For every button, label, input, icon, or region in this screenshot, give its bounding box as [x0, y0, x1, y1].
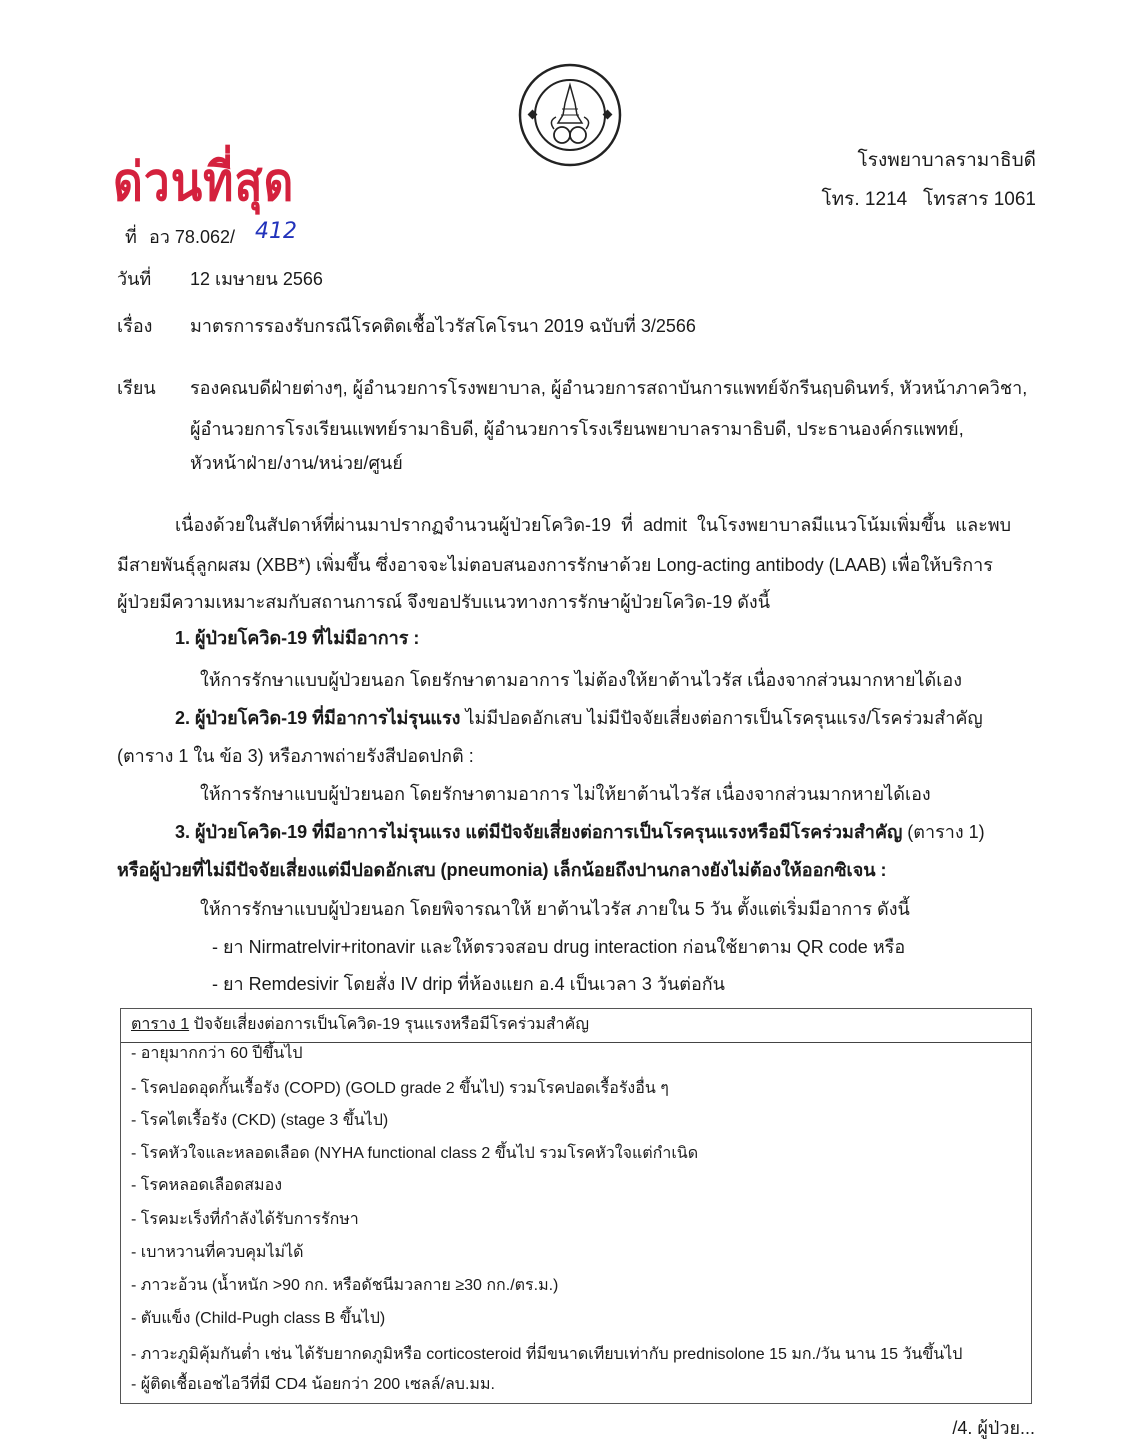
ref-handwritten-number: 412: [255, 219, 297, 244]
table-row: - ภาวะภูมิคุ้มกันต่ำ เช่น ได้รับยากดภูมิหรือ corticosteroid ที่มีขนาดเทียบเท่ากับ prednisolone 15 มก./วัน นาน 15 วันขึ้นไป: [131, 1346, 963, 1363]
table-row: - ตับแข็ง (Child-Pugh class B ขึ้นไป): [131, 1310, 386, 1327]
table-row: - เบาหวานที่ควบคุมไม่ได้: [131, 1244, 304, 1261]
subject-value: มาตรการรองรับกรณีโรคติดเชื้อไวรัสโคโรนา 2019 ฉบับที่ 3/2566: [190, 316, 696, 336]
item-3-text: ให้การรักษาแบบผู้ป่วยนอก โดยพิจารณาให้ ยาต้านไวรัส ภายใน 5 วัน ตั้งแต่เริ่มมีอาการ ดังนี้: [200, 899, 910, 919]
table-title-label: ตาราง 1: [131, 1016, 190, 1033]
to-label: เรียน: [117, 378, 156, 398]
item-3-bullet-1: - ยา Nirmatrelvir+ritonavir และให้ตรวจสอบ drug interaction ก่อนใช้ยาตาม QR code หรือ: [212, 937, 906, 957]
item-2-heading-rest: ไม่มีปอดอักเสบ ไม่มีปัจจัยเสี่ยงต่อการเป็นโรครุนแรง/โรคร่วมสำคัญ: [460, 708, 983, 728]
hospital-contact: โทร. 1214 โทรสาร 1061: [821, 189, 1036, 210]
item-2-heading: [175, 706, 983, 730]
ref-number: อว 78.062/: [149, 227, 235, 247]
table-row: - โรคหัวใจและหลอดเลือด (NYHA functional class 2 ขึ้นไป รวมโรคหัวใจแต่กำเนิด: [131, 1145, 699, 1162]
item-3-heading: [175, 820, 985, 844]
date-label: วันที่: [117, 269, 152, 289]
to-line-3: หัวหน้าฝ่าย/งาน/หน่วย/ศูนย์: [190, 453, 403, 473]
risk-factor-table: [120, 1008, 1032, 1404]
mahidol-university-seal-icon: [518, 63, 622, 167]
to-line-2: ผู้อำนวยการโรงเรียนแพทย์รามาธิบดี, ผู้อำนวยการโรงเรียนพยาบาลรามาธิบดี, ประธานองค์กรแพทย์,: [190, 419, 964, 439]
intro-line-1: เนื่องด้วยในสัปดาห์ที่ผ่านมาปรากฏจำนวนผู้ป่วยโควิด-19 ที่ admit ในโรงพยาบาลมีแนวโน้มเพิ่มขึ้น และพบ: [175, 515, 1012, 535]
item-1-heading: 1. ผู้ป่วยโควิด-19 ที่ไม่มีอาการ :: [175, 628, 420, 648]
ref-label: ที่: [125, 227, 137, 247]
intro-line-2: มีสายพันธุ์ลูกผสม (XBB*) เพิ่มขึ้น ซึ่งอาจจะไม่ตอบสนองการรักษาด้วย Long-acting antibody (LAAB) เพื่อให้บริการ: [117, 555, 993, 575]
item-2-text: ให้การรักษาแบบผู้ป่วยนอก โดยรักษาตามอาการ ไม่ให้ยาต้านไวรัส เนื่องจากส่วนมากหายได้เอง: [200, 784, 931, 804]
table-row: - ภาวะอ้วน (น้ำหนัก >90 กก. หรือดัชนีมวลกาย ≥30 กก./ตร.ม.): [131, 1277, 559, 1294]
subject-label: เรื่อง: [117, 316, 153, 336]
table-row: - โรคไตเรื้อรัง (CKD) (stage 3 ขึ้นไป): [131, 1112, 389, 1129]
hospital-name: โรงพยาบาลรามาธิบดี: [857, 150, 1036, 171]
table-row: - ผู้ติดเชื้อเอชไอวีที่มี CD4 น้อยกว่า 200 เซลล์/ลบ.มม.: [131, 1376, 495, 1393]
item-3-line-2: หรือผู้ป่วยที่ไม่มีปัจจัยเสี่ยงแต่มีปอดอักเสบ (pneumonia) เล็กน้อยถึงปานกลางยังไม่ต้องให้ออกซิเจน :: [117, 860, 887, 880]
item-2-heading-bold: 2. ผู้ป่วยโควิด-19 ที่มีอาการไม่รุนแรง: [175, 708, 461, 728]
table-row: - อายุมากกว่า 60 ปีขึ้นไป: [131, 1045, 303, 1062]
item-3-bullet-2: - ยา Remdesivir โดยสั่ง IV drip ที่ห้องแยก อ.4 เป็นเวลา 3 วันต่อกัน: [212, 974, 725, 994]
table-header: [121, 1009, 1031, 1043]
table-row: - โรคปอดอุดกั้นเรื้อรัง (COPD) (GOLD grade 2 ขึ้นไป) รวมโรคปอดเรื้อรังอื่น ๆ: [131, 1080, 669, 1097]
table-row: - โรคหลอดเลือดสมอง: [131, 1177, 283, 1194]
urgency-label: ด่วนที่สุด: [113, 150, 295, 213]
table-row: - โรคมะเร็งที่กำลังได้รับการรักษา: [131, 1211, 359, 1228]
page-continuation: /4. ผู้ป่วย...: [952, 1418, 1035, 1438]
intro-line-3: ผู้ป่วยมีความเหมาะสมกับสถานการณ์ จึงขอปรับแนวทางการรักษาผู้ป่วยโควิด-19 ดังนี้: [117, 592, 771, 612]
table-title-text: ปัจจัยเสี่ยงต่อการเป็นโควิด-19 รุนแรงหรือมีโรคร่วมสำคัญ: [189, 1016, 589, 1033]
to-line-1: รองคณบดีฝ่ายต่างๆ, ผู้อำนวยการโรงพยาบาล, ผู้อำนวยการสถาบันการแพทย์จักรีนฤบดินทร์, หัวหน้าภาควิชา,: [190, 378, 1028, 398]
item-2-line-2: (ตาราง 1 ใน ข้อ 3) หรือภาพถ่ายรังสีปอดปกติ :: [117, 746, 474, 766]
item-3-heading-bold: 3. ผู้ป่วยโควิด-19 ที่มีอาการไม่รุนแรง แต่มีปัจจัยเสี่ยงต่อการเป็นโรครุนแรงหรือมีโรคร่วมสำคัญ: [175, 822, 903, 842]
item-3-heading-rest: (ตาราง 1): [902, 822, 985, 842]
date-value: 12 เมษายน 2566: [190, 269, 323, 289]
item-1-text: ให้การรักษาแบบผู้ป่วยนอก โดยรักษาตามอาการ ไม่ต้องให้ยาต้านไวรัส เนื่องจากส่วนมากหายได้เอง: [200, 670, 962, 690]
